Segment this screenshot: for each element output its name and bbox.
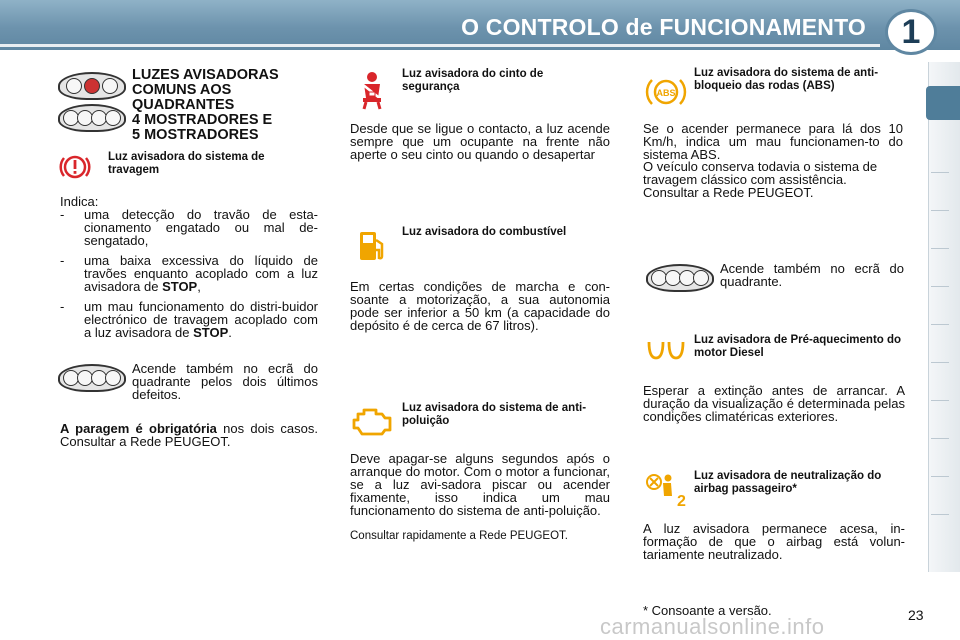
emission-heading: Luz avisadora do sistema de anti-poluição <box>402 402 587 427</box>
airbag-heading: Luz avisadora de neutralização do airbag passageiro* <box>694 470 882 495</box>
list-item: - uma detecção do travão de esta-cionamento engatado ou mal de-sengatado, <box>60 208 318 247</box>
list-item: - um mau funcionamento do distri-buidor electrónico de travagem acoplado com a luz avisadora de STOP. <box>60 300 318 339</box>
brake-note: Acende também no ecrã do quadrante pelos dois últimos defeitos. <box>132 361 318 402</box>
engine-check-icon <box>350 404 394 445</box>
abs-note: Acende também no ecrã do quadrante. <box>720 261 904 289</box>
fuel-heading: Luz avisadora do combustível <box>402 226 567 238</box>
main-heading: LUZES AVISADORAS COMUNS AOS QUADRANTES 4 MOSTRADORES E 5 MOSTRADORES <box>132 67 279 143</box>
chapter-tab-active[interactable] <box>926 86 960 120</box>
fuel-text: Em certas condições de marcha e con-soante a motorização, a sua autonomia pode ser inferior a 50 km (a capacidade do depósito é de cerca de 67 litros). <box>350 279 610 333</box>
airbag-off-icon <box>644 470 688 515</box>
page-number: 23 <box>908 607 924 623</box>
airbag-text: A luz avisadora permanece acesa, in-formação de que o airbag está volun-tariamente neutralizado. <box>643 521 905 562</box>
instrument-cluster-5-icon <box>58 104 126 132</box>
list-item: - uma baixa excessiva do líquido de travões enquanto acoplado com a luz avisadora de STOP, <box>60 254 318 293</box>
brake-warning-icon <box>58 150 92 189</box>
glow-plug-icon <box>646 338 686 367</box>
brake-intro: Indica: <box>60 194 99 209</box>
abs-text-2: O veículo conserva todavia o sistema de travagem clássico com assistência. Consultar a Rede PEUGEOT. <box>643 159 878 200</box>
instrument-cluster-5-icon <box>58 364 126 392</box>
brake-list <box>60 208 318 346</box>
page-title: O CONTROLO de FUNCIONAMENTO <box>461 14 866 40</box>
emission-text: Deve apagar-se alguns segundos após o arranque do motor. Com o motor a funcionar, se a luz avi-sadora piscar ou acender fixamente, isso indica um mau funcionamento do sistema de anti-poluição. <box>350 451 610 518</box>
abs-heading: Luz avisadora do sistema de anti-bloqueio das rodas (ABS) <box>694 67 879 92</box>
header-divider <box>0 44 880 47</box>
footnote: * Consoante a versão. <box>643 603 772 618</box>
abs-icon <box>644 74 688 115</box>
chapter-badge: 1 <box>885 9 937 55</box>
emission-small-note: Consultar rapidamente a Rede PEUGEOT. <box>350 530 568 542</box>
seatbelt-icon <box>354 70 390 115</box>
svg-text:ABS: ABS <box>656 88 676 98</box>
chapter-tabs <box>928 62 960 572</box>
watermark: carmanualsonline.info <box>600 614 825 639</box>
preheat-heading: Luz avisadora de Pré-aquecimento do motor Diesel <box>694 334 902 359</box>
preheat-text: Esperar a extinção antes de arrancar. A duração da visualização é determinada pelas condições climatéricas exteriores. <box>643 383 905 424</box>
instrument-cluster-4-icon <box>58 72 126 100</box>
fuel-pump-icon <box>356 228 388 269</box>
brake-warning: A paragem é obrigatória nos dois casos. Consultar a Rede PEUGEOT. <box>60 421 318 449</box>
seatbelt-text: Desde que se ligue o contacto, a luz acende sempre que um ocupante na frente não aperte o seu cinto ou quando o desapertar <box>350 121 610 162</box>
instrument-cluster-5-icon <box>646 264 714 292</box>
svg-text:2: 2 <box>677 493 686 510</box>
abs-text-1: Se o acender permanece para lá dos 10 Km/h, indica um mau funcionamen-to do sistema ABS. <box>643 121 903 162</box>
brake-heading: Luz avisadora do sistema de travagem <box>108 151 265 176</box>
seatbelt-heading: Luz avisadora do cinto de segurança <box>402 68 544 93</box>
